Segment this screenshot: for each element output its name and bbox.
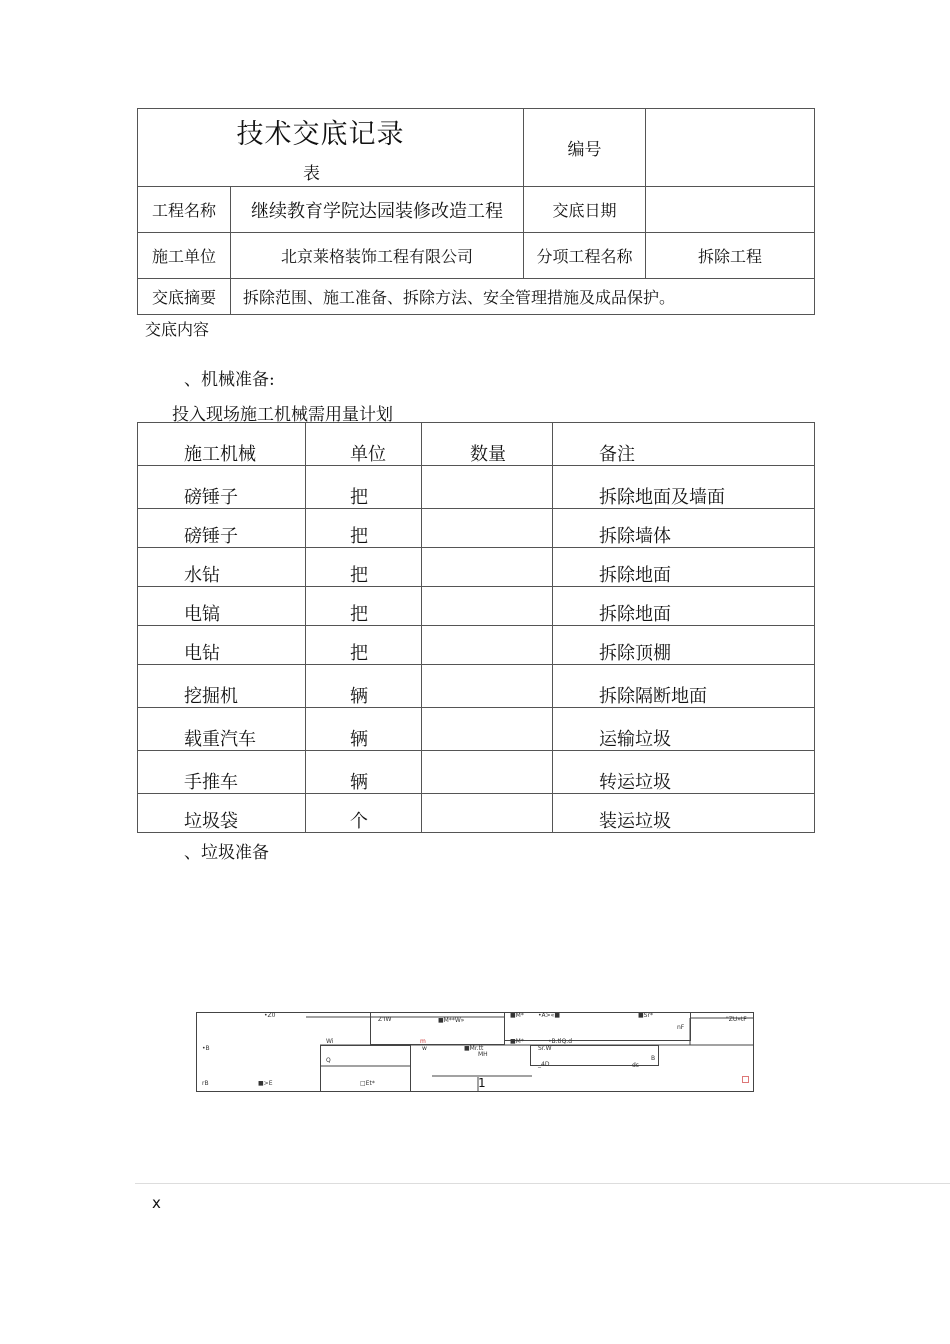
machine-unit: 把 [306, 587, 422, 626]
machine-qty [422, 708, 553, 751]
machinery-table [137, 422, 815, 833]
header-table [137, 108, 815, 315]
machine-unit: 辆 [306, 708, 422, 751]
machine-name: 挖掘机 [138, 665, 306, 708]
machine-qty [422, 665, 553, 708]
table-row [138, 509, 815, 548]
table-row [138, 665, 815, 708]
diagram-label: B [651, 1055, 656, 1062]
machine-unit: 辆 [306, 751, 422, 794]
diagram-label: Sr.W [538, 1045, 552, 1052]
subitem-value: 拆除工程 [646, 233, 815, 279]
diagram-label: □Et* [360, 1080, 375, 1087]
machine-note: 转运垃圾 [553, 751, 815, 794]
diagram-label: 1 [478, 1076, 486, 1090]
title-cell [138, 109, 524, 187]
table-row [138, 794, 815, 833]
number-value [646, 109, 815, 187]
machine-qty [422, 587, 553, 626]
content-label: 交底内容 [145, 320, 210, 339]
machine-unit: 把 [306, 466, 422, 509]
project-name-label: 工程名称 [138, 187, 231, 233]
marker-square-icon [742, 1076, 749, 1083]
diagram-label: •B [202, 1045, 210, 1052]
diagram-label: ds [632, 1062, 639, 1069]
footer-mark: x [152, 1194, 161, 1212]
header-unit: 单位 [306, 423, 422, 466]
diagram-label: ■M* [510, 1038, 524, 1045]
date-label: 交底日期 [524, 187, 646, 233]
machine-unit: 辆 [306, 665, 422, 708]
machine-unit: 个 [306, 794, 422, 833]
project-name-value: 继续教育学院达园装修改造工程 [231, 187, 524, 233]
table-row [138, 548, 815, 587]
diagram-label: •B.tlQ.d [548, 1038, 573, 1045]
contractor-value: 北京莱格装饰工程有限公司 [231, 233, 524, 279]
summary-label: 交底摘要 [138, 279, 231, 315]
machine-qty [422, 509, 553, 548]
diagram-label: ■Sr* [638, 1012, 653, 1019]
contractor-label: 施工单位 [138, 233, 231, 279]
machine-note: 拆除地面 [553, 548, 815, 587]
machine-note: 拆除顶棚 [553, 626, 815, 665]
machine-name: 磅锤子 [138, 466, 306, 509]
machine-name: 磅锤子 [138, 509, 306, 548]
machine-qty [422, 626, 553, 665]
page-title-suffix: 表 [303, 163, 320, 184]
table-row [138, 751, 815, 794]
section-garbage-title: 、垃圾准备 [184, 843, 269, 863]
diagram-label: ■Mr.tt [464, 1045, 484, 1052]
diagram-label: w [422, 1045, 427, 1052]
diagram-label: ■M* [510, 1012, 524, 1019]
machine-name: 手推车 [138, 751, 306, 794]
machine-name: 水钻 [138, 548, 306, 587]
diagram-label: •Z0 [264, 1012, 276, 1019]
subitem-label: 分项工程名称 [524, 233, 646, 279]
header-machine: 施工机械 [138, 423, 306, 466]
machine-unit: 把 [306, 509, 422, 548]
machine-name: 电镐 [138, 587, 306, 626]
machine-note: 拆除墙体 [553, 509, 815, 548]
machinery-header-row [138, 423, 815, 466]
diagram-label: MH [478, 1051, 488, 1058]
plan-title: 投入现场施工机械需用量计划 [172, 405, 393, 425]
machine-unit: 把 [306, 548, 422, 587]
diagram-label: Wi [326, 1038, 334, 1045]
footer-divider [135, 1183, 950, 1184]
summary-value: 拆除范围、施工准备、拆除方法、安全管理措施及成品保护。 [231, 279, 815, 315]
section-machinery-title: 、机械准备: [184, 370, 275, 390]
diagram-label: ■M**W» [438, 1017, 465, 1024]
diagram-label: rB [202, 1080, 209, 1087]
header-qty: 数量 [422, 423, 553, 466]
garbage-layout-diagram [196, 1012, 754, 1092]
machine-name: 垃圾袋 [138, 794, 306, 833]
diagram-label: ■>E [258, 1080, 273, 1087]
page-title: 技术交底记录 [236, 118, 405, 150]
machine-name: 载重汽车 [138, 708, 306, 751]
table-row [138, 587, 815, 626]
machine-note: 拆除地面及墙面 [553, 466, 815, 509]
machine-note: 装运垃圾 [553, 794, 815, 833]
machine-qty [422, 794, 553, 833]
table-row [138, 626, 815, 665]
machine-qty [422, 548, 553, 587]
diagram-label: Z'IW [378, 1016, 392, 1023]
machine-name: 电钻 [138, 626, 306, 665]
diagram-label: "ZU»tF [726, 1016, 747, 1023]
date-value [646, 187, 815, 233]
diagram-label: nF [677, 1024, 685, 1031]
table-row [138, 708, 815, 751]
diagram-lines [196, 1012, 754, 1092]
machine-note: 拆除隔断地面 [553, 665, 815, 708]
diagram-label: •A>«■ [538, 1012, 561, 1019]
diagram-label: m [420, 1038, 426, 1045]
diagram-label: Q [326, 1057, 331, 1064]
machine-note: 运输垃圾 [553, 708, 815, 751]
header-note: 备注 [553, 423, 815, 466]
machine-note: 拆除地面 [553, 587, 815, 626]
machine-qty [422, 751, 553, 794]
diagram-label: _4D [538, 1061, 550, 1068]
machine-unit: 把 [306, 626, 422, 665]
machine-qty [422, 466, 553, 509]
table-row [138, 466, 815, 509]
number-label: 编号 [524, 109, 646, 187]
